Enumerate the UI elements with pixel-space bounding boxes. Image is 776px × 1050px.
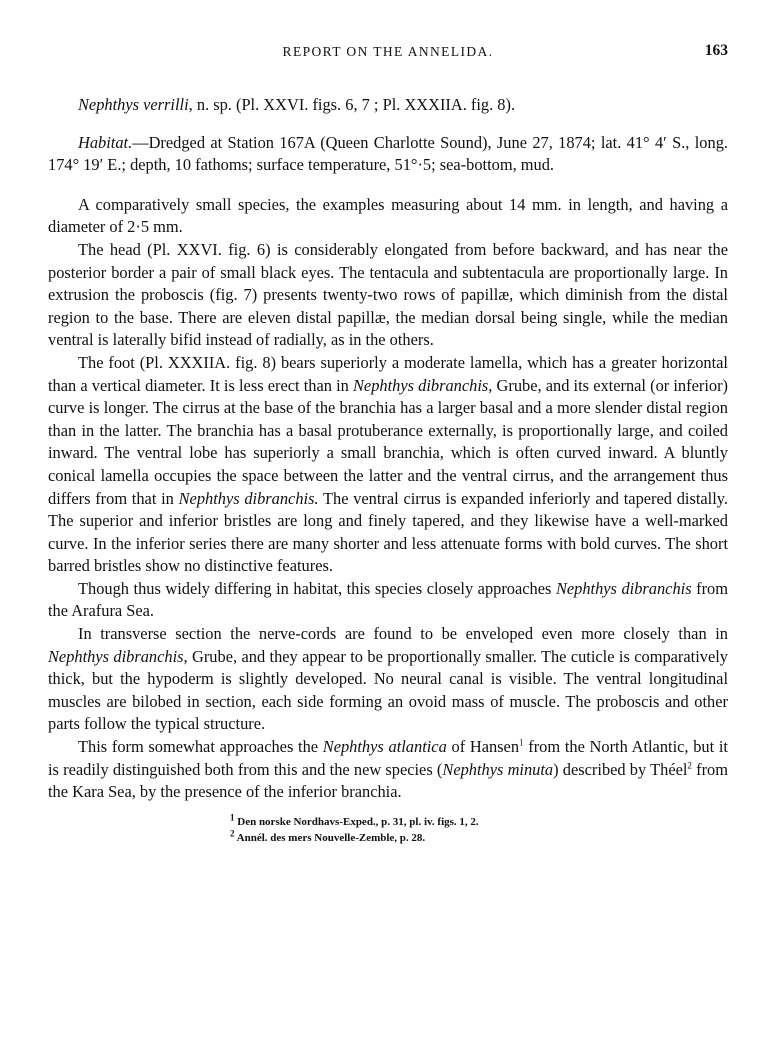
page-number: 163 — [704, 42, 728, 59]
species-reference: , n. sp. (Pl. XXVI. figs. 6, 7 ; Pl. XXXIIA. fig. 8). — [188, 95, 516, 114]
habitat-label: Habitat. — [78, 132, 133, 152]
species-heading — [48, 94, 728, 117]
paragraph-foot — [48, 352, 728, 578]
affinity-text-c: from the North Atlantic, but it is readily distinguished both from this and the new species ( — [48, 737, 728, 779]
footnote-1 — [230, 814, 728, 830]
running-title: REPORT ON THE ANNELIDA. — [282, 44, 494, 59]
paragraph-head: The head (Pl. XXVI. fig. 6) is considerably elongated from before backward, and has near the posterior border a pair of small black eyes. The tentacula and subtentacula are proportionally large. In extrusion the proboscis (fig. 7) presents twenty-two rows of papillæ, which diminish from the distal region to the base. There are eleven distal papillæ, the median dorsal being single, while the median ventral is laterally bifid instead of radially, as in the others. — [48, 239, 728, 350]
comparison-text-a: Though thus widely differing in habitat, this species closely approaches — [78, 578, 556, 598]
foot-text-c: The ventral cirrus is expanded inferiorly and tapered distally. The superior and inferior bristles are long and finely tapered, and they likewise have a well-marked curve. In the inferior series there are many shorter and less attenuate forms with bold curves. The short barred bristles show no distinctive features. — [48, 488, 728, 576]
footnote-ref-2[interactable]: 2 — [687, 760, 692, 771]
habitat-text: —Dredged at Station 167A (Queen Charlotte Sound), June 27, 1874; lat. 41° 4′ S., long. 174° 19′ E.; depth, 10 fathoms; surface temperature, 51°·5; sea-bottom, mud. — [48, 132, 728, 175]
species-ref-dibranchis: Nephthys dibranchis — [555, 578, 692, 598]
species-ref-minuta: Nephthys minuta — [442, 759, 554, 779]
footnote-1-mark: 1 — [230, 812, 235, 823]
section-text-b: , Grube, and they appear to be proportionally smaller. The cuticle is comparatively thick, but the hypoderm is slightly developed. No neural canal is visible. The ventral longitudinal muscles are bilobed in section, each side forming an ovoid mass of muscle. The proboscis and other parts follow the typical structure. — [48, 646, 728, 734]
habitat-paragraph — [48, 132, 728, 177]
section-text-a: In transverse section the nerve-cords are found to be enveloped even more closely than in — [78, 624, 728, 644]
paragraph-habitat-comparison — [48, 578, 728, 623]
footnote-2-text: Annél. des mers Nouvelle-Zemble, p. 28. — [236, 831, 426, 844]
footnotes — [48, 814, 728, 846]
footnote-ref-1[interactable]: 1 — [519, 737, 524, 748]
foot-text-b: , Grube, and its external (or inferior) curve is longer. The cirrus at the base of the branchia has a larger basal and a more slender distal region than in the latter. The branchia has a basal protuberance externally, is proportionally large, and coiled inward. The ventral lobe has superiorly a small branchia, which is often curved inward. A bluntly conical lamella occupies the space between the latter and the ventral cirrus, and the arrangement thus differs from that in — [48, 375, 728, 508]
footnote-2 — [230, 830, 728, 846]
paragraph-affinities — [48, 736, 728, 804]
paragraph-size: A comparatively small species, the examples measuring about 14 mm. in length, and having a diameter of 2·5 mm. — [48, 194, 728, 237]
species-ref-dibranchis: Nephthys dibranchis. — [178, 488, 319, 508]
footnote-1-text: Den norske Nordhavs-Exped., p. 31, pl. iv. figs. 1, 2. — [237, 815, 479, 828]
paragraph-transverse-section — [48, 623, 728, 736]
foot-text-a: The foot (Pl. XXXIIA. fig. 8) bears superiorly a moderate lamella, which has a greater horizontal than a vertical diameter. It is less erect than in — [48, 352, 728, 395]
comparison-text-b: from the Arafura Sea. — [48, 578, 728, 621]
footnote-2-mark: 2 — [230, 828, 235, 839]
running-header — [48, 30, 728, 60]
species-ref-dibranchis: Nephthys dibranchis — [48, 646, 184, 666]
affinity-text-d: ) described by Théel — [553, 759, 688, 779]
species-name: Nephthys verrilli — [78, 95, 189, 114]
affinity-text-b: of Hansen — [446, 737, 520, 757]
document-page — [48, 30, 728, 846]
affinity-text-e: from the Kara Sea, by the presence of the inferior branchia. — [48, 759, 728, 802]
affinity-text-a: This form somewhat approaches the — [78, 737, 323, 757]
species-ref-atlantica: Nephthys atlantica — [322, 737, 447, 757]
species-ref-dibranchis: Nephthys dibranchis — [353, 375, 489, 395]
